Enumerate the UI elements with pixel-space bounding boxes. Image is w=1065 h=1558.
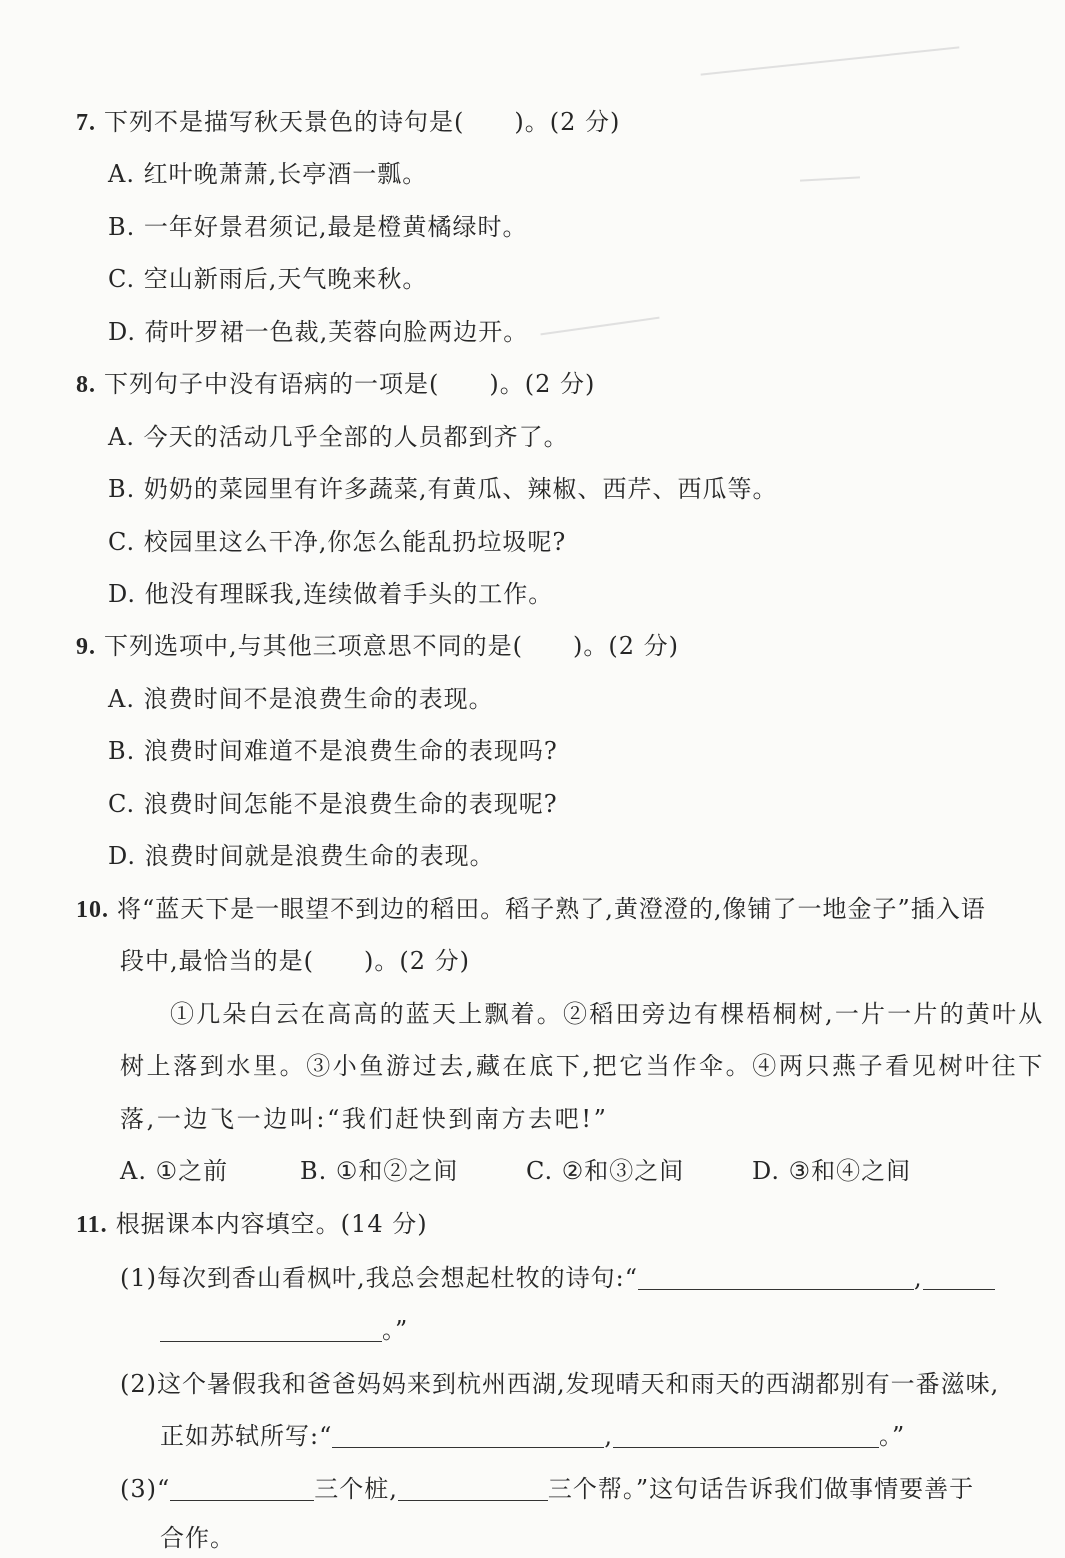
- q9-option-d: D. 浪费时间就是浪费生命的表现。: [108, 842, 495, 870]
- q10-stem-line2: 段中,最恰当的是( )。(2 分): [120, 947, 470, 975]
- q7-option-b: B. 一年好景君须记,最是橙黄橘绿时。: [108, 213, 528, 241]
- q11-part1-line1: [120, 1262, 995, 1294]
- q10-option-b: B. ①和②之间: [300, 1157, 459, 1185]
- scan-mark: [540, 317, 659, 336]
- q7-option-c: C. 空山新雨后,天气晚来秋。: [108, 265, 428, 293]
- q11-part1-blank-1[interactable]: [638, 1267, 914, 1290]
- q7-text: 下列不是描写秋天景色的诗句是( )。(2 分): [104, 108, 621, 136]
- q11-part3-line2: 合作。: [160, 1524, 235, 1552]
- q10-text-1: 将“蓝天下是一眼望不到边的稻田。稻子熟了,黄澄澄的,像铺了一地金子”插入语: [117, 895, 986, 923]
- q11-number: 11.: [76, 1212, 108, 1238]
- q11-part2-blank-2[interactable]: [613, 1425, 879, 1448]
- q11-part1-comma: ,: [913, 1264, 923, 1292]
- q11-part1-blank-2b[interactable]: [160, 1319, 382, 1342]
- scan-mark: [800, 176, 860, 181]
- q11-text: 根据课本内容填空。(14 分): [115, 1210, 428, 1238]
- q9-option-a: A. 浪费时间不是浪费生命的表现。: [108, 685, 494, 713]
- q10-passage-line3: 落,一边飞一边叫:“我们赶快到南方去吧!”: [120, 1105, 609, 1133]
- q11-part2-prompt: 正如苏轼所写:“: [160, 1422, 333, 1450]
- q10-option-c: C. ②和③之间: [526, 1157, 685, 1185]
- q11-part2-blank-1[interactable]: [332, 1425, 604, 1448]
- q8-option-a: A. 今天的活动几乎全部的人员都到齐了。: [108, 423, 569, 451]
- q11-part3-blank-2[interactable]: [398, 1478, 548, 1501]
- q11-part1-end: 。”: [382, 1316, 409, 1344]
- q7-option-a: A. 红叶晚萧萧,长亭酒一瓢。: [108, 160, 428, 188]
- q7-number: 7.: [76, 110, 96, 136]
- q11-part3-blank-1[interactable]: [170, 1478, 314, 1501]
- q9-option-c: C. 浪费时间怎能不是浪费生命的表现呢?: [108, 790, 558, 818]
- q11-part2-line1: (2)这个暑假我和爸爸妈妈来到杭州西湖,发现晴天和雨天的西湖都别有一番滋味,: [120, 1370, 1000, 1398]
- q8-stem: [76, 368, 595, 401]
- q11-stem: [76, 1208, 428, 1241]
- q8-option-c: C. 校园里这么干净,你怎么能乱扔垃圾呢?: [108, 528, 567, 556]
- q9-stem: [76, 630, 679, 663]
- q10-stem-line1: [76, 893, 986, 926]
- q8-text: 下列句子中没有语病的一项是( )。(2 分): [104, 370, 596, 398]
- q9-number: 9.: [76, 634, 96, 660]
- q10-option-d: D. ③和④之间: [752, 1157, 912, 1185]
- q7-stem: [76, 106, 620, 139]
- q11-part2-end: 。”: [879, 1422, 906, 1450]
- q11-part2-line2: [160, 1420, 905, 1452]
- q10-number: 10.: [76, 897, 109, 923]
- q10-passage-line1: ①几朵白云在高高的蓝天上飘着。②稻田旁边有棵梧桐树,一片一片的黄叶从: [170, 1000, 1045, 1028]
- q11-part1-line2: [160, 1314, 408, 1346]
- q10-option-a: A. ①之前: [120, 1157, 229, 1185]
- q11-part1-blank-2a[interactable]: [923, 1267, 995, 1290]
- q8-option-d: D. 他没有理睬我,连续做着手头的工作。: [108, 580, 554, 608]
- q8-option-b: B. 奶奶的菜园里有许多蔬菜,有黄瓜、辣椒、西芹、西瓜等。: [108, 475, 778, 503]
- scan-mark: [701, 46, 960, 75]
- q10-passage-line2: 树上落到水里。③小鱼游过去,藏在底下,把它当作伞。④两只燕子看见树叶往下: [120, 1052, 1045, 1080]
- q7-option-d: D. 荷叶罗裙一色裁,芙蓉向脸两边开。: [108, 318, 529, 346]
- q11-part3-open: (3)“: [120, 1475, 171, 1503]
- q8-number: 8.: [76, 372, 96, 398]
- q11-part3-line1: [120, 1473, 974, 1505]
- q11-part2-comma: ,: [604, 1422, 613, 1450]
- q11-part3-mid: 三个桩,: [314, 1475, 398, 1503]
- q11-part3-tail: 三个帮。”这句话告诉我们做事情要善于: [547, 1475, 975, 1503]
- q9-option-b: B. 浪费时间难道不是浪费生命的表现吗?: [108, 737, 558, 765]
- q9-text: 下列选项中,与其他三项意思不同的是( )。(2 分): [104, 632, 679, 660]
- q11-part1-prompt: (1)每次到香山看枫叶,我总会想起杜牧的诗句:“: [120, 1264, 638, 1292]
